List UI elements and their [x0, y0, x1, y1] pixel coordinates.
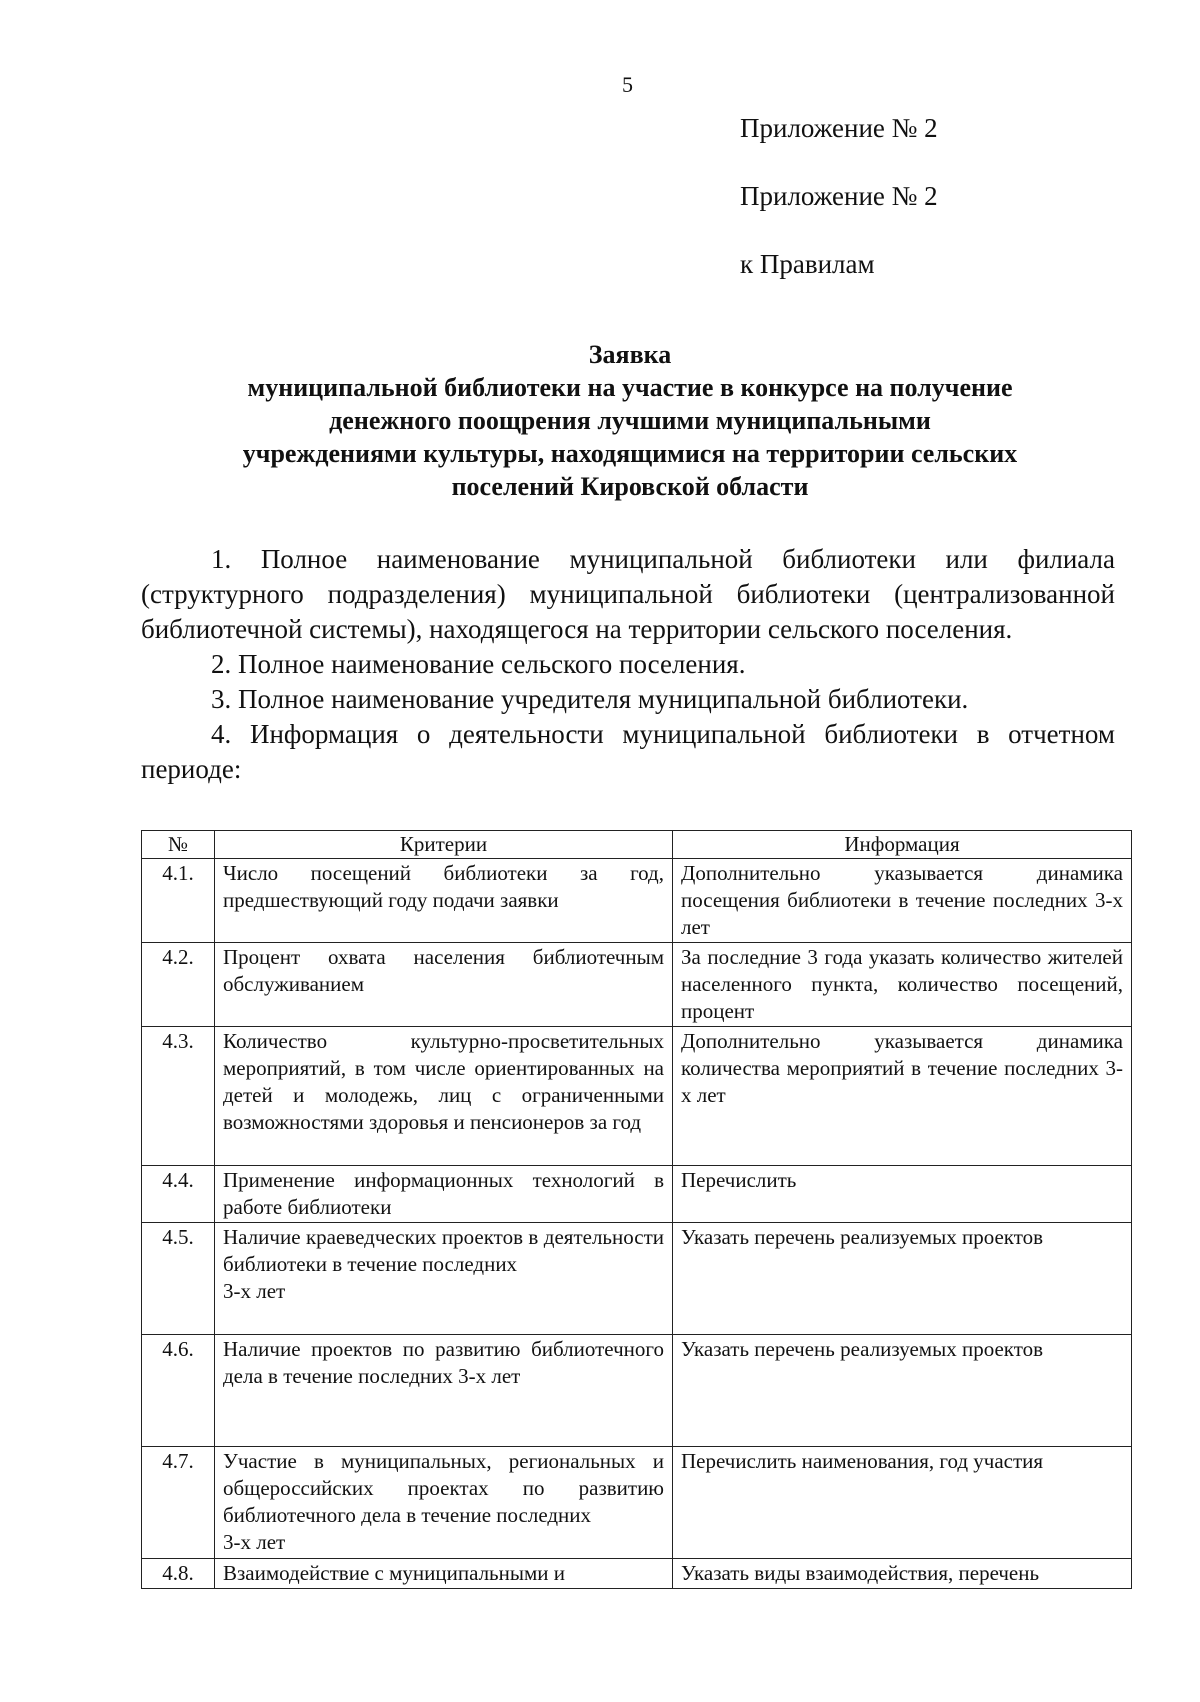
title-line: денежного поощрения лучшими муниципальными — [329, 406, 931, 435]
row-criteria-continuation: 3-х лет — [223, 1530, 286, 1554]
document-title — [150, 338, 1110, 503]
row-information: Указать перечень реализуемых проектов — [673, 1335, 1132, 1447]
item-paragraph-4: 4. Информация о деятельности муниципальной библиотеки в отчетном периоде: — [141, 719, 1115, 784]
row-information: Перечислить — [673, 1166, 1132, 1223]
row-criteria-cell — [215, 1223, 673, 1335]
table-row — [142, 1335, 1132, 1447]
row-number: 4.1. — [142, 859, 215, 943]
column-header-criteria: Критерии — [215, 831, 673, 859]
title-heading: Заявка — [588, 340, 672, 369]
row-information: Дополнительно указывается динамика посещения библиотеки в течение последних 3-х лет — [673, 859, 1132, 943]
row-information: Указать перечень реализуемых проектов — [673, 1223, 1132, 1335]
criteria-table — [141, 830, 1132, 1589]
row-number: 4.3. — [142, 1027, 215, 1166]
table-row — [142, 1166, 1132, 1223]
table-row — [142, 1027, 1132, 1166]
appendix-label-repeat: Приложение № 2 — [740, 181, 938, 211]
column-header-information: Информация — [673, 831, 1132, 859]
row-information: Перечислить наименования, год участия — [673, 1447, 1132, 1559]
table-row — [142, 1223, 1132, 1335]
row-number: 4.4. — [142, 1166, 215, 1223]
table-row — [142, 859, 1132, 943]
row-criteria: Количество культурно-просветительных мероприятий, в том числе ориентированных на детей и молодежь, лиц с ограниченными возможностями здоровья и пенсионеров за год — [215, 1027, 673, 1166]
row-criteria-cell — [215, 1447, 673, 1559]
row-number: 4.2. — [142, 943, 215, 1027]
row-information: За последние 3 года указать количество жителей населенного пункта, количество посещений, процент — [673, 943, 1132, 1027]
row-criteria: Взаимодействие с муниципальными и — [215, 1559, 673, 1589]
table-row — [142, 1447, 1132, 1559]
row-criteria: Наличие проектов по развитию библиотечного дела в течение последних 3-х лет — [215, 1335, 673, 1447]
row-number: 4.5. — [142, 1223, 215, 1335]
application-items — [141, 542, 1115, 787]
row-information: Дополнительно указывается динамика количества мероприятий в течение последних 3-х лет — [673, 1027, 1132, 1166]
row-information: Указать виды взаимодействия, перечень — [673, 1559, 1132, 1589]
item-paragraph-1: 1. Полное наименование муниципальной библиотеки или филиала (структурного подразделения) муниципальной библиотеки (централизованной библиотечной системы), находящегося на территории сельского поселения. — [141, 544, 1115, 644]
row-criteria: Наличие краеведческих проектов в деятельности библиотеки в течение последних — [223, 1225, 664, 1276]
page-number: 5 — [622, 72, 633, 97]
row-number: 4.6. — [142, 1335, 215, 1447]
appendix-rules-reference: к Правилам — [740, 249, 875, 279]
item-paragraph-3: 3. Полное наименование учредителя муниципальной библиотеки. — [211, 684, 969, 714]
row-criteria-continuation: 3-х лет — [223, 1279, 286, 1303]
title-line: муниципальной библиотеки на участие в конкурсе на получение — [247, 373, 1013, 402]
row-criteria: Число посещений библиотеки за год, предшествующий году подачи заявки — [215, 859, 673, 943]
row-number: 4.7. — [142, 1447, 215, 1559]
item-paragraph-2: 2. Полное наименование сельского поселения. — [211, 649, 746, 679]
title-line: учреждениями культуры, находящимися на территории сельских — [242, 439, 1018, 468]
appendix-label: Приложение № 2 — [740, 113, 938, 143]
row-criteria: Применение информационных технологий в работе библиотеки — [215, 1166, 673, 1223]
row-criteria: Процент охвата населения библиотечным обслуживанием — [215, 943, 673, 1027]
row-number: 4.8. — [142, 1559, 215, 1589]
table-row — [142, 943, 1132, 1027]
table-row — [142, 1559, 1132, 1589]
title-line: поселений Кировской области — [451, 472, 809, 501]
row-criteria: Участие в муниципальных, региональных и общероссийских проектах по развитию библиотечного дела в течение последних — [223, 1449, 664, 1527]
table-header-row — [142, 831, 1132, 859]
column-header-number: № — [142, 831, 215, 859]
